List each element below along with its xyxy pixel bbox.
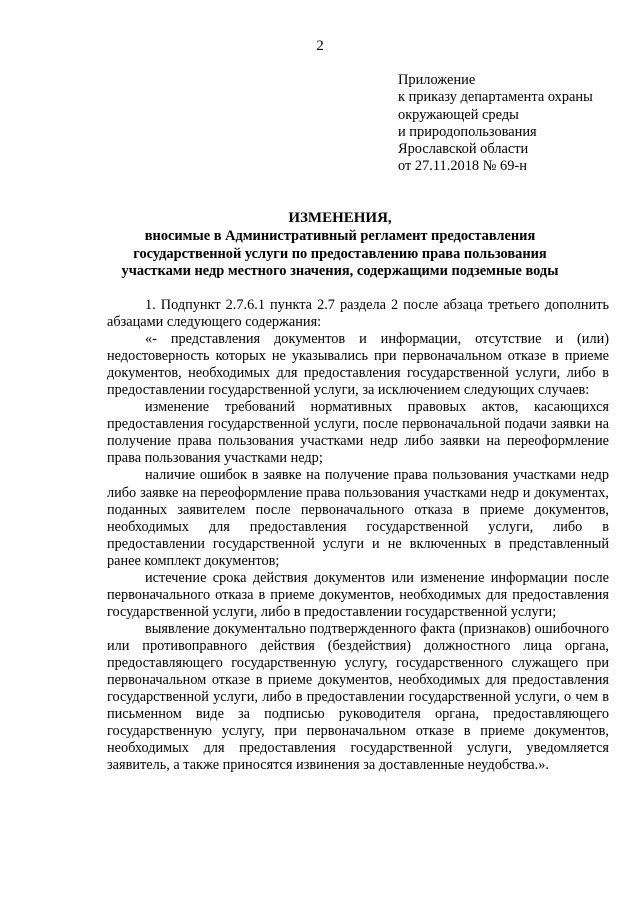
appendix-line: от 27.11.2018 № 69-н xyxy=(398,158,527,175)
appendix-line: к приказу департамента охраны xyxy=(398,89,593,106)
body-paragraph: истечение срока действия документов или изменение информации после первоначального отказа в приеме документов, необходимых для предоставления государственной услуги, либо в предоставлении государственной услуги; xyxy=(107,569,609,620)
document-subtitle-line: вносимые в Административный регламент предоставления xyxy=(144,228,536,245)
document-subtitle-line: государственной услуги по предоставлению права пользования xyxy=(133,245,547,262)
document-heading xyxy=(40,210,640,281)
body-paragraph: наличие ошибок в заявке на получение права пользования участками недр либо заявке на переоформление права пользования участками недр и документах, поданных заявителем после первоначального отказа в приеме документов, необходимых для предоставления государственной услуги, либо в предоставлении государственной услуги и не включенных в представленный ранее комплект документов; xyxy=(107,467,609,569)
document-subtitle-line: участками недр местного значения, содержащими подземные воды xyxy=(121,263,559,280)
appendix-block xyxy=(398,72,628,176)
body-paragraph: изменение требований нормативных правовых актов, касающихся предоставления государственной услуги, после первоначальной подачи заявки на получение права пользования участками недр либо заявки на переоформление права пользования участками недр; xyxy=(107,399,609,467)
page-number: 2 xyxy=(316,38,324,54)
body-paragraph: 1. Подпункт 2.7.6.1 пункта 2.7 раздела 2 после абзаца третьего дополнить абзацами следующего содержания: xyxy=(107,297,609,331)
appendix-line: Ярославской области xyxy=(398,141,529,158)
appendix-line: окружающей среды xyxy=(398,106,519,123)
body-paragraph: «- представления документов и информации, отсутствие и (или) недостоверность которых не указывались при первоначальном отказе в приеме документов, необходимых для предоставления государственной услуги, либо в предоставлении государственной услуги, за исключением следующих случаев: xyxy=(107,331,609,399)
body-paragraph: выявление документально подтвержденного факта (признаков) ошибочного или противоправного действия (бездействия) должностного лица органа, предоставляющего государственную услугу, государственного служащего при первоначальном отказе в приеме документов, необходимых для предоставления государственной услуги, либо в предоставлении государственной услуги, о чем в письменном виде за подписью руководителя органа, предоставляющего государственную услугу, при первоначальном отказе в приеме документов, необходимых для предоставления государственной услуги, уведомляется заявитель, а также приносятся извинения за доставленные неудобства.». xyxy=(107,620,609,774)
appendix-line: и природопользования xyxy=(398,123,537,140)
document-body xyxy=(107,297,609,774)
document-title: ИЗМЕНЕНИЯ, xyxy=(288,210,392,226)
appendix-line: Приложение xyxy=(398,72,476,88)
